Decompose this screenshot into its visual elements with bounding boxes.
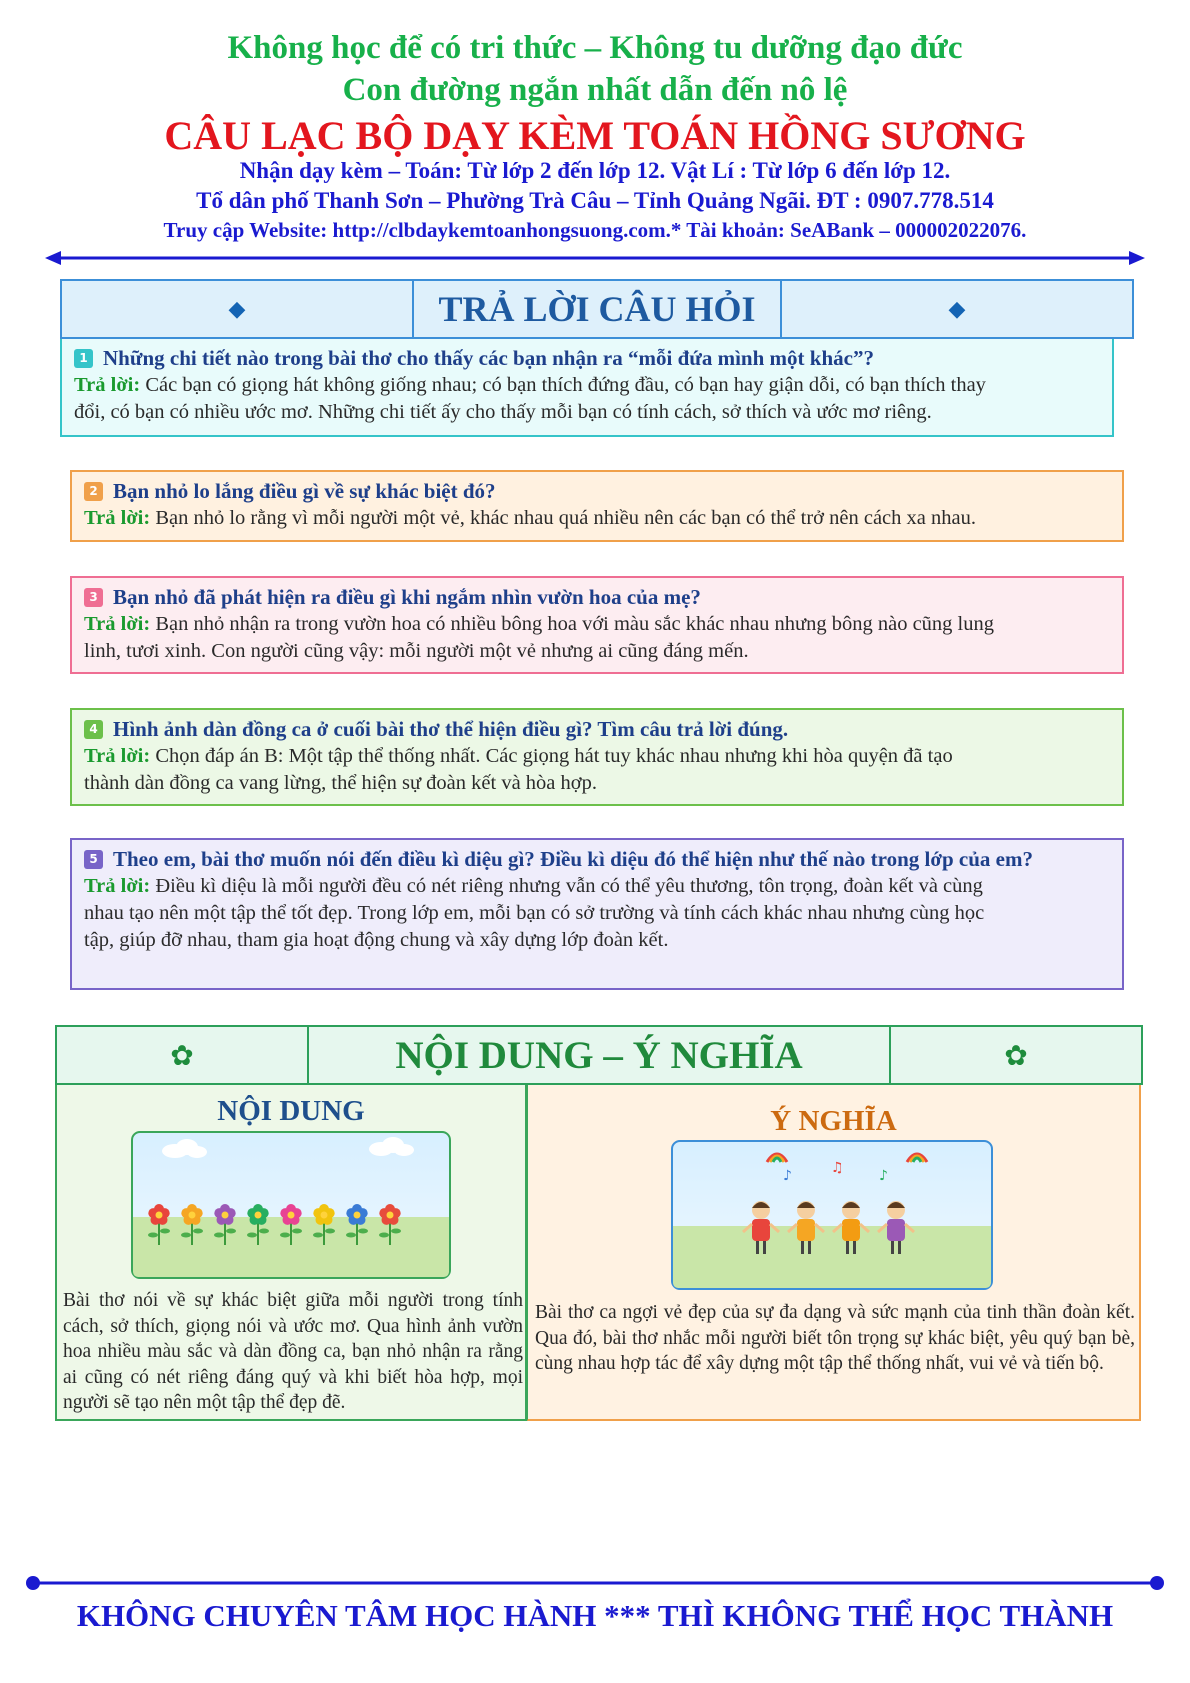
flower-icon: ✿ xyxy=(1004,1038,1028,1072)
diamond-icon: ◆ xyxy=(948,296,966,322)
address-phone: Tổ dân phố Thanh Sơn – Phường Trà Câu – Tỉnh Quảng Ngãi. ĐT : 0907.778.514 xyxy=(196,188,994,213)
flower-garden-illustration xyxy=(131,1131,451,1279)
question-line xyxy=(84,584,1110,611)
answer-line xyxy=(74,372,1100,399)
music-note-icon: ♪ xyxy=(879,1168,888,1184)
website-account: Truy cập Website: http://clbdaykemtoanhongsuong.com.* Tài khoản: SeABank – 000002022076. xyxy=(163,218,1027,242)
question-line xyxy=(84,716,1110,743)
question-line xyxy=(84,478,1110,505)
motto-line-2: Con đường ngắn nhất dẫn đến nô lệ xyxy=(342,72,848,108)
content-paragraph: Bài thơ nói về sự khác biệt giữa mỗi người trong tính cách, sở thích, giọng nói và ước mơ. Qua hình ảnh vườn hoa nhiều màu sắc và dàn đồng ca, bạn nhỏ nhận ra rằng ai cũng có nét riêng đáng quý và khi biết hòa hợp, mọi người sẽ tạo nên một tập thể đẹp đẽ. xyxy=(63,1290,523,1413)
answer-text: Chọn đáp án B: Một tập thể thống nhất. Các giọng hát tuy khác nhau nhưng khi hòa quyện đã tạo xyxy=(155,745,953,767)
answer-line xyxy=(84,505,1110,532)
answer-text: Điều kì diệu là mỗi người đều có nét riêng nhưng vẫn có thể yêu thương, tôn trọng, đoàn kết và cùng xyxy=(155,875,983,897)
question-text: Bạn nhỏ lo lắng điều gì về sự khác biệt đó? xyxy=(113,479,496,503)
flower-icon: ✿ xyxy=(170,1038,194,1072)
meaning-title: Ý NGHĨA xyxy=(770,1105,897,1137)
answer-label: Trả lời: xyxy=(84,507,151,529)
number-badge: 4 xyxy=(84,720,103,739)
number-badge: 1 xyxy=(74,349,93,368)
question-text: Hình ảnh dàn đồng ca ở cuối bài thơ thể hiện điều gì? Tìm câu trả lời đúng. xyxy=(113,717,789,741)
music-note-icon: ♪ xyxy=(783,1168,792,1184)
teaching-info: Nhận dạy kèm – Toán: Từ lớp 2 đến lớp 12. Vật Lí : Từ lớp 6 đến lớp 12. xyxy=(239,158,951,183)
section-title-content-meaning: NỘI DUNG – Ý NGHĨA xyxy=(307,1027,891,1083)
number-badge: 5 xyxy=(84,850,103,869)
club-name: CÂU LẠC BỘ DẠY KÈM TOÁN HỒNG SƯƠNG xyxy=(164,113,1026,158)
question-text: Những chi tiết nào trong bài thơ cho thấy các bạn nhận ra “mỗi đứa mình một khác”? xyxy=(103,346,874,370)
answer-line: nhau tạo nên một tập thể tốt đẹp. Trong lớp em, mỗi bạn có sở trường và tính cách khác nhau nhưng cùng học xyxy=(84,902,985,924)
number-badge: 3 xyxy=(84,588,103,607)
header-divider-arrow xyxy=(45,250,1145,266)
answer-label: Trả lời: xyxy=(84,875,151,897)
question-card-1 xyxy=(60,339,1114,437)
motto-line-1: Không học để có tri thức – Không tu dưỡng đạo đức xyxy=(227,30,963,66)
answer-line: thành dàn đồng ca vang lừng, thể hiện sự đoàn kết và hòa hợp. xyxy=(84,772,597,794)
question-text: Bạn nhỏ đã phát hiện ra điều gì khi ngắm nhìn vườn hoa của mẹ? xyxy=(113,585,701,609)
question-line xyxy=(74,345,1100,372)
content-title: NỘI DUNG xyxy=(217,1095,365,1127)
answer-text: Bạn nhỏ lo rằng vì mỗi người một vẻ, khác nhau quá nhiều nên các bạn có thể trở nên cách xa nhau. xyxy=(155,507,976,529)
questions-banner xyxy=(60,279,1134,339)
number-badge: 2 xyxy=(84,482,103,501)
answer-line xyxy=(84,611,1110,638)
section-title-questions: TRẢ LỜI CÂU HỎI xyxy=(412,281,782,337)
answer-text: Các bạn có giọng hát không giống nhau; có bạn thích đứng đầu, có bạn hay giận dỗi, có bạn thích thay xyxy=(145,374,986,396)
diamond-icon: ◆ xyxy=(228,296,246,322)
content-meaning-banner xyxy=(55,1025,1143,1085)
meaning-paragraph: Bài thơ ca ngợi vẻ đẹp của sự đa dạng và sức mạnh của tinh thần đoàn kết. Qua đó, bài thơ nhắc mỗi người biết tôn trọng sự khác biệt, yêu quý bạn bè, cùng nhau hợp tác để xây dựng một tập thể thống nhất, vui vẻ và tiến bộ. xyxy=(535,1302,1135,1374)
question-card-3 xyxy=(70,576,1124,674)
music-note-icon: ♫ xyxy=(831,1160,844,1176)
meaning-column xyxy=(527,1085,1141,1421)
answer-line: linh, tươi xinh. Con người cũng vậy: mỗi người một vẻ nhưng ai cũng đáng mến. xyxy=(84,640,749,662)
question-card-5 xyxy=(70,838,1124,990)
footer-divider-line xyxy=(25,1575,1165,1591)
question-line xyxy=(84,846,1110,873)
question-text: Theo em, bài thơ muốn nói đến điều kì diệu gì? Điều kì diệu đó thể hiện như thế nào trong lớp của em? xyxy=(113,847,1033,871)
question-card-4 xyxy=(70,708,1124,806)
answer-label: Trả lời: xyxy=(74,374,141,396)
footer-slogan: KHÔNG CHUYÊN TÂM HỌC HÀNH *** THÌ KHÔNG THỂ HỌC THÀNH xyxy=(76,1598,1114,1633)
answer-line: tập, giúp đỡ nhau, tham gia hoạt động chung và xây dựng lớp đoàn kết. xyxy=(84,929,669,951)
answer-line xyxy=(84,873,1110,900)
answer-line: đổi, có bạn có nhiều ước mơ. Những chi tiết ấy cho thấy mỗi bạn có tính cách, sở thích và ước mơ riêng. xyxy=(74,401,932,423)
answer-label: Trả lời: xyxy=(84,745,151,767)
answer-label: Trả lời: xyxy=(84,613,151,635)
content-column xyxy=(55,1085,527,1421)
question-card-2 xyxy=(70,470,1124,542)
answer-line xyxy=(84,743,1110,770)
answer-text: Bạn nhỏ nhận ra trong vườn hoa có nhiều bông hoa với màu sắc khác nhau nhưng bông nào cũng lung xyxy=(155,613,994,635)
choir-illustration xyxy=(671,1140,993,1290)
